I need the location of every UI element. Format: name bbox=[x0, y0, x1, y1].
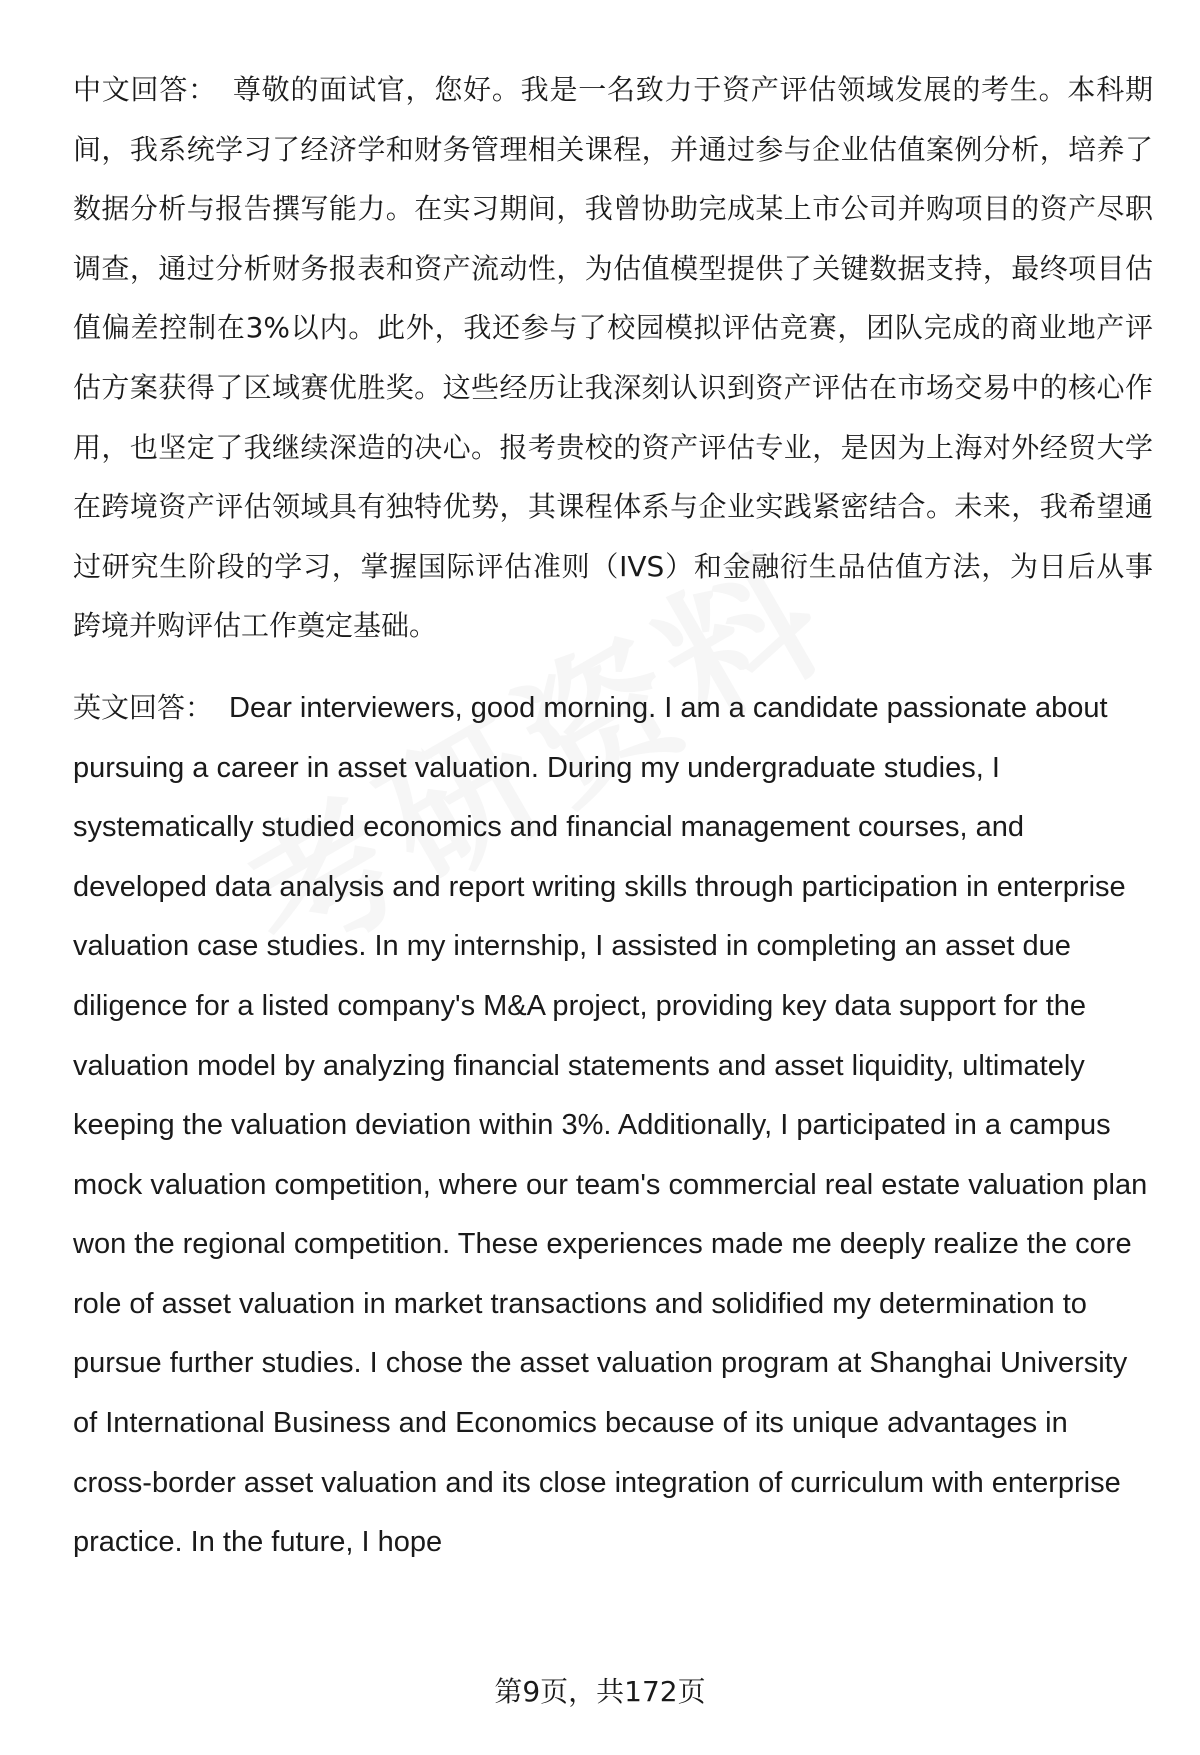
chinese-answer-paragraph bbox=[73, 60, 1153, 656]
document-page bbox=[73, 60, 1153, 1573]
chinese-answer-text: 尊敬的面试官，您好。我是一名致力于资产评估领域发展的考生。本科期间，我系统学习了经济学和财务管理相关课程，并通过参与企业估值案例分析，培养了数据分析与报告撰写能力。在实习期间，我曾协助完成某上市公司并购项目的资产尽职调查，通过分析财务报表和资产流动性，为估值模型提供了关键数据支持，最终项目估值偏差控制在3%以内。此外，我还参与了校园模拟评估竞赛，团队完成的商业地产评估方案获得了区域赛优胜奖。这些经历让我深刻认识到资产评估在市场交易中的核心作用，也坚定了我继续深造的决心。报考贵校的资产评估专业，是因为上海对外经贸大学在跨境资产评估领域具有独特优势，其课程体系与企业实践紧密结合。未来，我希望通过研究生阶段的学习，掌握国际评估准则（IVS）和金融衍生品估值方法，为日后从事跨境并购评估工作奠定基础。 bbox=[73, 73, 1153, 643]
english-answer-text: Dear interviewers, good morning. I am a candidate passionate about pursuing a career in asset valuation. During my undergraduate studies, I systematically studied economics and financial management courses, and developed data analysis and report writing skills through participation in enterprise valuation case studies. In my internship, I assisted in completing an asset due diligence for a listed company's M&A project, providing key data support for the valuation model by analyzing financial statements and asset liquidity, ultimately keeping the valuation deviation within 3%. Additionally, I participated in a campus mock valuation competition, where our team's commercial real estate valuation plan won the regional competition. These experiences made me deeply realize the core role of asset valuation in market transactions and solidified my determination to pursue further studies. I chose the asset valuation program at Shanghai University of International Business and Economics because of its unique advantages in cross-border asset valuation and its close integration of curriculum with enterprise practice. In the future, I hope bbox=[73, 691, 1148, 1559]
page-indicator: 第9页，共172页 bbox=[494, 1675, 706, 1708]
english-answer-paragraph bbox=[73, 678, 1153, 1573]
chinese-answer-label: 中文回答： bbox=[73, 73, 217, 106]
english-answer-label: 英文回答： bbox=[73, 690, 214, 724]
